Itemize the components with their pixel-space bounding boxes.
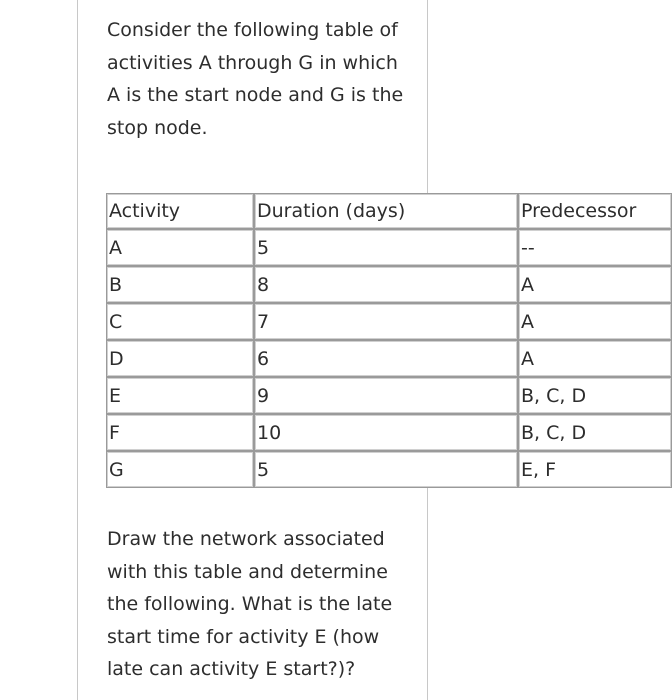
activity-cell: E: [106, 377, 254, 414]
table-header-row: [106, 193, 672, 229]
predecessor-cell: B, C, D: [518, 377, 672, 414]
header-activity: Activity: [106, 193, 254, 229]
predecessor-cell: E, F: [518, 451, 672, 488]
activity-cell: A: [106, 229, 254, 266]
activity-table: [106, 193, 672, 488]
header-predecessor: Predecessor: [518, 193, 672, 229]
activity-cell: F: [106, 414, 254, 451]
duration-cell: 9: [254, 377, 518, 414]
predecessor-cell: A: [518, 303, 672, 340]
duration-cell: 7: [254, 303, 518, 340]
activity-cell: C: [106, 303, 254, 340]
activity-cell: D: [106, 340, 254, 377]
table-row: [106, 266, 672, 303]
header-duration: Duration (days): [254, 193, 518, 229]
table-row: [106, 340, 672, 377]
table-row: [106, 303, 672, 340]
question-paragraph: Draw the network associated with this table and determine the following. What is the late start time for activity E (how late can activity E start?)?: [107, 528, 393, 680]
intro-paragraph: Consider the following table of activities A through G in which A is the start node and G is the stop node.: [107, 19, 404, 139]
predecessor-cell: B, C, D: [518, 414, 672, 451]
duration-cell: 5: [254, 451, 518, 488]
table-row: [106, 451, 672, 488]
activity-cell: G: [106, 451, 254, 488]
duration-cell: 5: [254, 229, 518, 266]
duration-cell: 10: [254, 414, 518, 451]
predecessor-cell: A: [518, 266, 672, 303]
table-row: [106, 229, 672, 266]
left-column-divider: [77, 0, 78, 700]
predecessor-cell: A: [518, 340, 672, 377]
table-row: [106, 414, 672, 451]
duration-cell: 8: [254, 266, 518, 303]
predecessor-cell: --: [518, 229, 672, 266]
activity-cell: B: [106, 266, 254, 303]
duration-cell: 6: [254, 340, 518, 377]
table-row: [106, 377, 672, 414]
